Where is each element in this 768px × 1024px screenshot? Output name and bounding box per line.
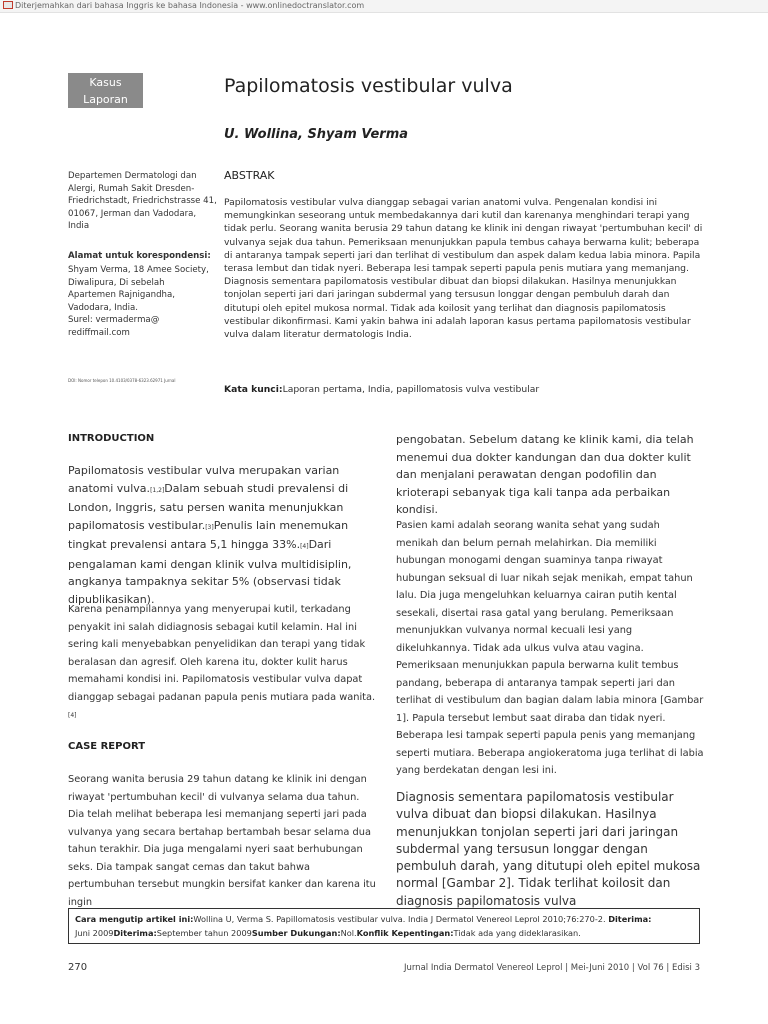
support-label: Sumber Dukungan: bbox=[251, 928, 341, 938]
received-label: Diterima: bbox=[608, 914, 652, 924]
reference-marker: [4] bbox=[68, 712, 77, 719]
page-number: 270 bbox=[68, 962, 88, 973]
reference-marker: [1,2] bbox=[150, 486, 165, 494]
reference-marker: [3] bbox=[205, 523, 214, 531]
citation-box bbox=[68, 908, 700, 944]
right-paragraph-2: Pasien kami adalah seorang wanita sehat yang sudah menikah dan belum pernah melahirkan. Dia memiliki hubungan monogami dengan suaminya tanpa riwayat hubungan seksual di luar nikah sejak menikah, empat tahun lalu. Dia juga mengeluhkan keluarnya cairan putih kental sesekali, disertai rasa gatal yang berulang. Pemeriksaan menunjukkan vulvanya normal kecuali lesi yang dikeluhkannya. Tidak ada ulkus vulva atau vagina. Pemeriksaan menunjukkan papula berwarna kulit tembus pandang, beberapa di antaranya tampak seperti jari dan terlihat di vestibulum dan bagian dalam labia minora [Gambar 1]. Papula tersebut lembut saat diraba dan tidak nyeri. Beberapa lesi tampak seperti papula penis yang memanjang seperti mutiara. Beberapa angiokeratoma juga terlihat di labia yang berdekatan dengan lesi ini. bbox=[396, 520, 704, 776]
right-paragraph-1: pengobatan. Sebelum datang ke klinik kami, dia telah menemui dua dokter kandungan dan dua dokter kulit dan menjalani perawatan dengan podofilin dan krioterapi sebanyak tiga kali tanpa ada perbaikan kondisi. bbox=[396, 433, 694, 516]
text-span: Karena penampilannya yang menyerupai kutil, terkadang penyakit ini salah didiagnosis sebagai kutil kelamin. Hal ini sering kali menyebabkan penyelidikan dan terapi yang tidak beralasan dan agresif. Oleh karena itu, dokter kulit harus memahami kondisi ini. Papilomatosis vestibular vulva dapat dianggap sebagai padanan papula penis mutiara pada wanita. bbox=[68, 604, 376, 703]
authors: U. Wollina, Shyam Verma bbox=[224, 127, 409, 142]
translator-icon bbox=[3, 1, 13, 9]
abstract-text: Papilomatosis vestibular vulva dianggap sebagai varian anatomi vulva. Pengenalan kondisi ini memungkinkan seseorang untuk membedakannya dari kutil dan karenanya menghindari terapi yang tidak perlu. Seorang wanita berusia 29 tahun datang ke klinik ini dengan riwayat 'pertumbuhan kecil' di vulvanya sejak dua tahun. Pemeriksaan menunjukkan papula tembus cahaya berwarna kulit; beberapa di antaranya tampak seperti jari dan terlihat di vestibulum dan aspek dalam kedua labia minora. Papila terasa lembut dan tidak nyeri. Beberapa lesi tampak seperti papula penis mutiara yang memanjang. Diagnosis sementara papilomatosis vestibular dibuat dan biopsi dilakukan. Hasilnya menunjukkan tonjolan seperti jari dari jaringan subdermal yang tersusun longgar dengan pembuluh darah dan ditutupi oleh epitel mukosa normal. Tidak ada koilosit yang terlihat dan diagnosis papilomatosis vestibular dikonfirmasi. Kami yakin bahwa ini adalah laporan kasus pertama papilomatosis vestibular vulva dalam literatur dermatologis India. bbox=[224, 197, 703, 341]
right-paragraph-3: Diagnosis sementara papilomatosis vestibular vulva dibuat dan biopsi dilakukan. Hasilnya menunjukkan tonjolan seperti jari dari jaringan subdermal yang tersusun longgar dengan pembuluh darah, yang ditutupi oleh epitel mukosa normal [Gambar 2]. Tidak terlihat koilosit dan diagnosis papilomatosis vulva bbox=[396, 790, 701, 908]
address-line: Vadodara, India. bbox=[68, 302, 138, 313]
address-line: Surel: vermaderma@ bbox=[68, 315, 160, 326]
abstract-heading: ABSTRAK bbox=[224, 169, 275, 182]
case-paragraph: Seorang wanita berusia 29 tahun datang ke klinik ini dengan riwayat 'pertumbuhan kecil' di vulvanya selama dua tahun. Dia telah melihat beberapa lesi memanjang seperti jari pada vulvanya yang secara bertahap bertambah besar selama dua tahun terakhir. Dia juga mengalami nyeri saat berhubungan seks. Dia tampak sangat cemas dan takut bahwa pertumbuhan tersebut mungkin bersifat kanker dan karena itu ingin bbox=[68, 774, 376, 908]
text-span: Dalam sebuah studi prevalensi di London, Inggris, satu persen wanita menunjukkan papilomatosis vestibular. bbox=[68, 481, 349, 532]
translation-banner[interactable] bbox=[0, 0, 768, 13]
received-date: Juni 2009 bbox=[75, 928, 114, 938]
doi: DOI: Nomor telepon 10.4103/0378-6323.62971 Jurnal bbox=[68, 378, 176, 383]
address-line: rediffmail.com bbox=[68, 327, 130, 338]
conflict-text: Tidak ada yang dideklarasikan. bbox=[453, 928, 581, 938]
reference-marker: [4] bbox=[300, 543, 309, 550]
text-span: Papilomatosis vestibular vulva merupakan varian anatomi vulva. bbox=[68, 464, 340, 495]
article-title: Papilomatosis vestibular vulva bbox=[224, 75, 513, 97]
introduction-heading: INTRODUCTION bbox=[68, 433, 155, 444]
badge-line-2: Laporan bbox=[83, 93, 128, 106]
accepted-date: September tahun 2009 bbox=[156, 928, 252, 938]
keywords-label: Kata kunci: bbox=[224, 384, 283, 395]
affiliation: Departemen Dermatologi dan Alergi, Rumah Sakit Dresden-Friedrichstadt, Friedrichstrasse 41, 01067, Jerman dan Vadodara, India bbox=[68, 171, 217, 232]
intro-paragraph-2 bbox=[68, 601, 376, 725]
journal-footer: Jurnal India Dermatol Venereol Leprol | Mei-Juni 2010 | Vol 76 | Edisi 3 bbox=[403, 963, 700, 973]
address-line: Diwalipura, Di sebelah bbox=[68, 277, 165, 288]
citation-label: Cara mengutip artikel ini: bbox=[75, 914, 194, 924]
badge-line-1: Kasus bbox=[89, 76, 122, 89]
conflict-label: Konflik Kepentingan: bbox=[356, 928, 454, 938]
correspondence-label: Alamat untuk korespondensi: bbox=[68, 251, 211, 261]
text-span: Penulis lain menemukan tingkat prevalensi antara 5,1 hingga 33%. bbox=[68, 518, 349, 551]
accepted-label: Diterima: bbox=[113, 928, 157, 938]
intro-paragraph-1 bbox=[68, 462, 376, 608]
address-line: Apartemen Rajnigandha, bbox=[68, 290, 175, 301]
article-type-badge bbox=[68, 73, 143, 108]
keywords-text: Laporan pertama, India, papillomatosis vulva vestibular bbox=[282, 384, 540, 395]
banner-text[interactable]: Diterjemahkan dari bahasa Inggris ke bahasa Indonesia - www.onlinedoctranslator.com bbox=[15, 1, 365, 10]
correspondence-address bbox=[68, 264, 218, 340]
citation-text: Wollina U, Verma S. Papillomatosis vestibular vulva. India J Dermatol Venereol Leprol 2010;76:270-2. bbox=[193, 914, 606, 924]
support-text: Nol. bbox=[340, 928, 357, 938]
text-span: Dari pengalaman kami dengan klinik vulva multidisiplin, angkanya tampaknya sekitar 5% (observasi tidak dipublikasikan). bbox=[68, 538, 352, 606]
keywords bbox=[224, 384, 706, 395]
case-report-heading: CASE REPORT bbox=[68, 741, 146, 752]
address-line: Shyam Verma, 18 Amee Society, bbox=[68, 265, 209, 275]
